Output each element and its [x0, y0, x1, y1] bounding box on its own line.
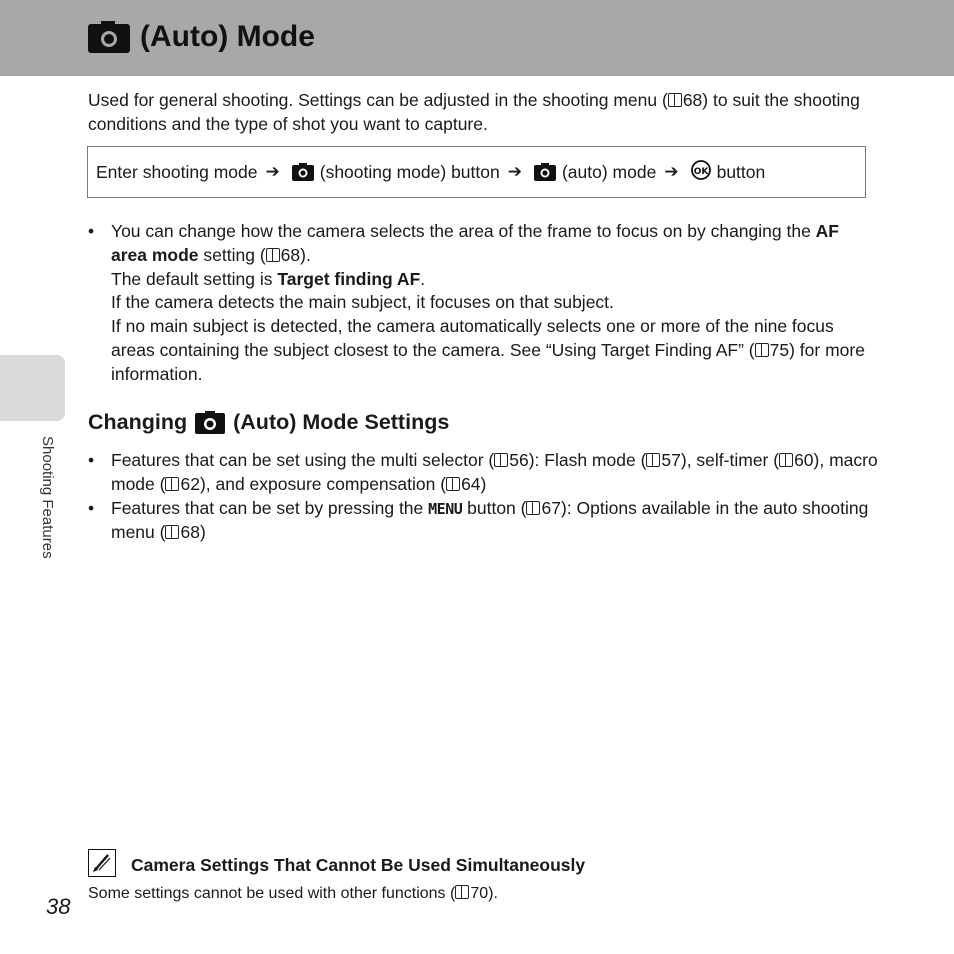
- section-heading-text: Changing: [88, 410, 188, 434]
- bullet-text: ): Flash mode (: [528, 450, 647, 470]
- page-ref-number[interactable]: 75: [769, 339, 790, 360]
- section-heading-text: (Auto) Mode Settings: [233, 410, 450, 434]
- settings-bullet-list: [88, 449, 878, 545]
- procedure-step: (auto) mode: [561, 161, 657, 182]
- svg-text:OK: OK: [693, 166, 708, 177]
- page-ref-number[interactable]: 56: [509, 450, 529, 470]
- page-ref-icon: [165, 477, 179, 491]
- page-ref-number[interactable]: 67: [541, 497, 561, 518]
- page-ref-number[interactable]: 64: [461, 473, 481, 494]
- ok-button-icon: [691, 160, 711, 185]
- bullet-text: .: [420, 268, 426, 289]
- procedure-step: button: [716, 161, 766, 182]
- note-text-part: ).: [488, 885, 498, 902]
- page-ref-icon: [165, 525, 179, 539]
- bullet-text: button (: [462, 497, 527, 518]
- page-ref-icon: [526, 501, 540, 515]
- page-ref-number[interactable]: 68: [280, 244, 301, 265]
- bullet-text: ).: [300, 244, 311, 265]
- bullet-text: ) for more information.: [111, 339, 865, 384]
- procedure-step: (shooting mode) button: [319, 161, 500, 182]
- bullet-text: setting (: [198, 244, 266, 265]
- page-ref-icon: [668, 93, 682, 107]
- intro-text: Used for general shooting. Settings can be adjusted in the shooting menu (: [88, 90, 668, 110]
- bullet-text: If the camera detects the main subject, it focuses on that subject.: [111, 292, 614, 313]
- bullet-text: ), and exposure compensation (: [199, 473, 447, 494]
- bullet-text: ): Options available in the auto shooting menu (: [111, 497, 869, 543]
- bullet-text: ), macro mode (: [111, 450, 878, 494]
- intro-paragraph: [88, 89, 878, 136]
- bullet-text: Features that can be set by pressing the: [111, 497, 429, 518]
- arrow-right-icon: ➔: [507, 162, 522, 181]
- section-heading: [88, 410, 449, 435]
- page-number: 38: [46, 894, 71, 919]
- note-pencil-icon: [88, 849, 116, 877]
- page-ref-icon: [455, 885, 469, 899]
- procedure-step: Enter shooting mode: [96, 161, 258, 182]
- camera-icon: [534, 163, 556, 181]
- page-ref-number[interactable]: 57: [661, 450, 681, 470]
- page-title-text: (Auto) Mode: [140, 20, 315, 53]
- page-ref-icon: [755, 343, 769, 357]
- arrow-right-icon: ➔: [265, 162, 280, 181]
- page-ref-icon: [266, 248, 280, 262]
- page-ref-icon: [779, 453, 793, 467]
- chapter-label: Shooting Features: [39, 436, 56, 559]
- intro-text: ) to suit the shooting conditions and the type of shot you want to capture.: [88, 90, 860, 134]
- setting-name: AF area mode: [111, 221, 839, 265]
- page-ref-icon: [494, 453, 508, 467]
- setting-value: Target finding AF: [277, 268, 421, 289]
- page-ref-number[interactable]: 60: [794, 450, 814, 470]
- af-bullet-list: [88, 220, 878, 387]
- page-ref-icon: [646, 453, 660, 467]
- bullet-text: You can change how the camera selects the area of the frame to focus on by changing the: [111, 221, 816, 241]
- camera-icon: [195, 411, 225, 434]
- note-text-part: Some settings cannot be used with other functions (: [88, 885, 456, 902]
- list-item: [88, 449, 878, 497]
- list-item: [88, 497, 878, 546]
- note-title: Camera Settings That Cannot Be Used Simultaneously: [131, 855, 586, 875]
- page-ref-number[interactable]: 62: [180, 473, 200, 494]
- menu-button-label: MENU: [428, 499, 463, 518]
- bullet-text: If no main subject is detected, the camera automatically selects one or more of the nine focus areas containing the subject closest to the camera. See “Using Target Finding AF” (: [111, 316, 834, 360]
- page-ref-number[interactable]: 70: [470, 885, 489, 902]
- page-ref-number[interactable]: 68: [682, 90, 703, 110]
- bullet-text: ): [480, 473, 487, 494]
- chapter-tab: [0, 355, 65, 421]
- bullet-text: Features that can be set using the multi selector (: [111, 450, 495, 470]
- procedure-box: [87, 146, 866, 198]
- camera-icon: [292, 163, 314, 181]
- page-ref-icon: [446, 477, 460, 491]
- bullet-text: ), self-timer (: [680, 450, 780, 470]
- arrow-right-icon: ➔: [664, 162, 679, 181]
- page-title: [88, 20, 315, 54]
- bullet-text: The default setting is: [111, 268, 278, 289]
- bullet-text: ): [199, 522, 206, 543]
- list-item: [88, 220, 878, 387]
- camera-icon: [88, 21, 130, 53]
- page-ref-number[interactable]: 68: [180, 522, 200, 543]
- note-text: [88, 885, 498, 903]
